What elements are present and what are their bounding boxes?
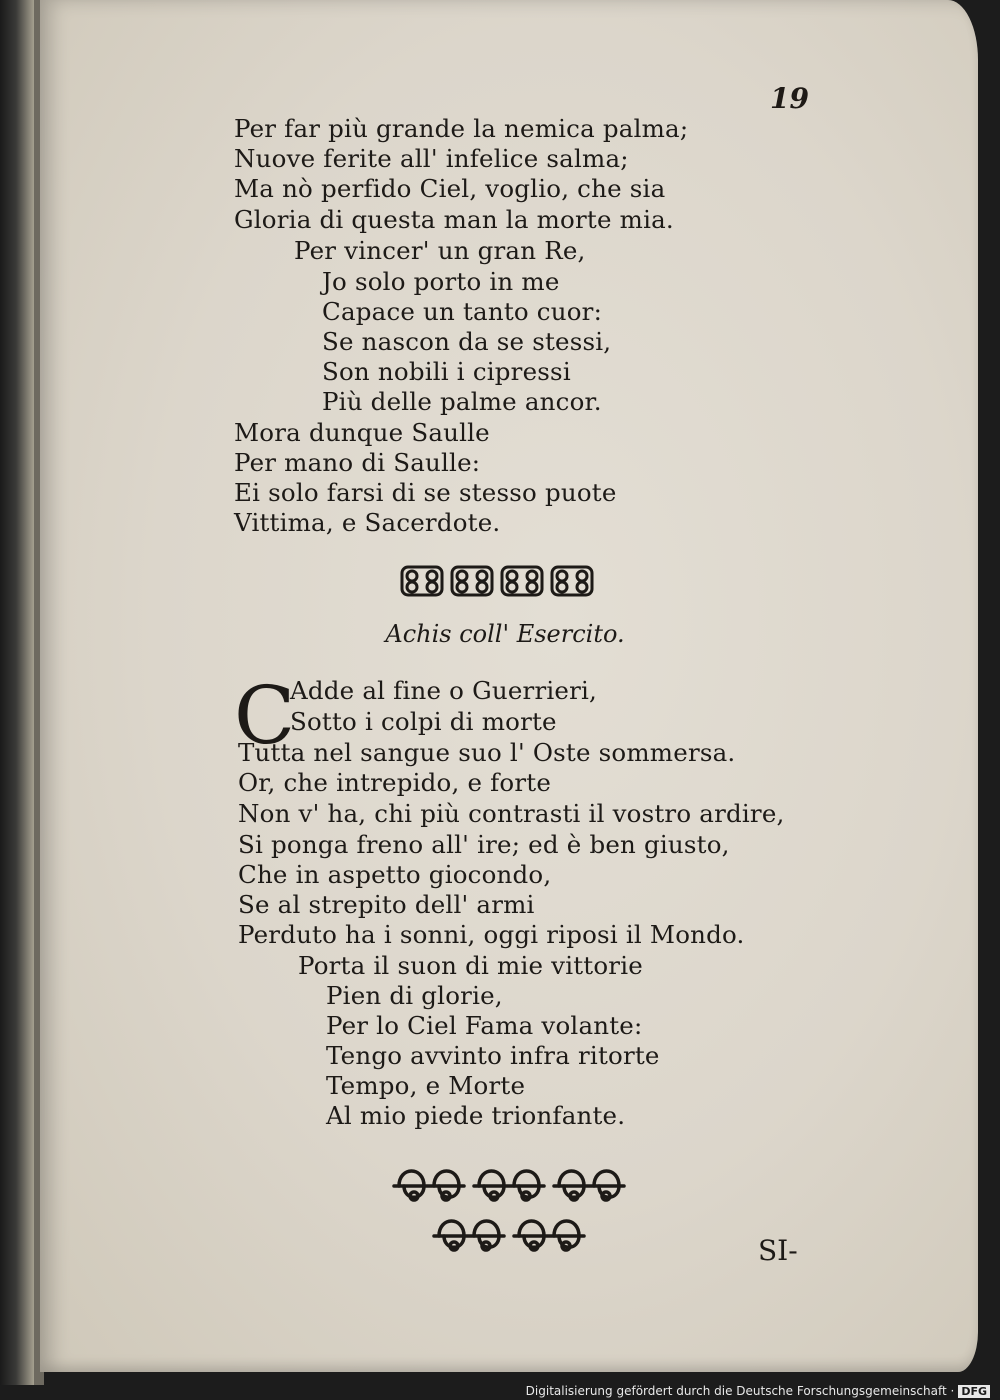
verse-line: Più delle palme ancor. [322,387,602,416]
verse-line: Adde al fine o Guerrieri, [290,676,598,705]
verse-line: Vittima, e Sacerdote. [234,508,501,537]
digitization-credit [526,1384,990,1398]
verse-line: Ei solo farsi di se stesso puote [234,478,617,507]
tailpiece-ornament [380,1150,640,1260]
verse-line: Non v' ha, chi più contrasti il vostro ardire, [238,799,785,828]
verse-line: Son nobili i cipressi [322,357,571,386]
verse-line: Al mio piede trionfante. [326,1101,626,1130]
verse-line: Tempo, e Morte [326,1071,526,1100]
verse-line: Ma nò perfido Ciel, voglio, che sia [234,174,666,203]
verse-line: Jo solo porto in me [322,267,560,296]
printers-ornament [398,564,598,598]
verse-line: Mora dunque Saulle [234,418,490,447]
verse-line: Perduto ha i sonni, oggi riposi il Mondo. [238,920,745,949]
page-number: 19 [770,82,809,115]
verse-line: Per vincer' un gran Re, [294,236,586,265]
verse-line: Nuove ferite all' infelice salma; [234,144,629,173]
verse-line: Per lo Ciel Fama volante: [326,1011,643,1040]
verse-line: Se al strepito dell' armi [238,890,535,919]
verse-line: Capace un tanto cuor: [322,297,603,326]
verse-line: Per mano di Saulle: [234,448,481,477]
verse-line: Porta il suon di mie vittorie [298,951,643,980]
verse-line: Or, che intrepido, e forte [238,768,552,797]
drop-capital: C [234,669,296,762]
verse-line: Che in aspetto giocondo, [238,860,552,889]
verse-line: Gloria di questa man la morte mia. [234,205,674,234]
credit-text: Digitalisierung gefördert durch die Deutsche Forschungsgemeinschaft · [525,1384,955,1398]
verse-line: Se nascon da se stessi, [322,327,612,356]
verse-line: Tengo avvinto infra ritorte [326,1041,660,1070]
verse-line: Pien di glorie, [326,981,503,1010]
verse-line: Si ponga freno all' ire; ed è ben giusto, [238,830,730,859]
catchword: SI- [758,1234,798,1267]
verse-line: Sotto i colpi di morte [290,707,557,736]
verse-line: Per far più grande la nemica palma; [234,114,689,143]
scene-heading: Achis coll' Esercito. [385,620,625,648]
verse-line: Tutta nel sangue suo l' Oste sommersa. [238,738,736,767]
dfg-logo: DFG [958,1385,990,1398]
